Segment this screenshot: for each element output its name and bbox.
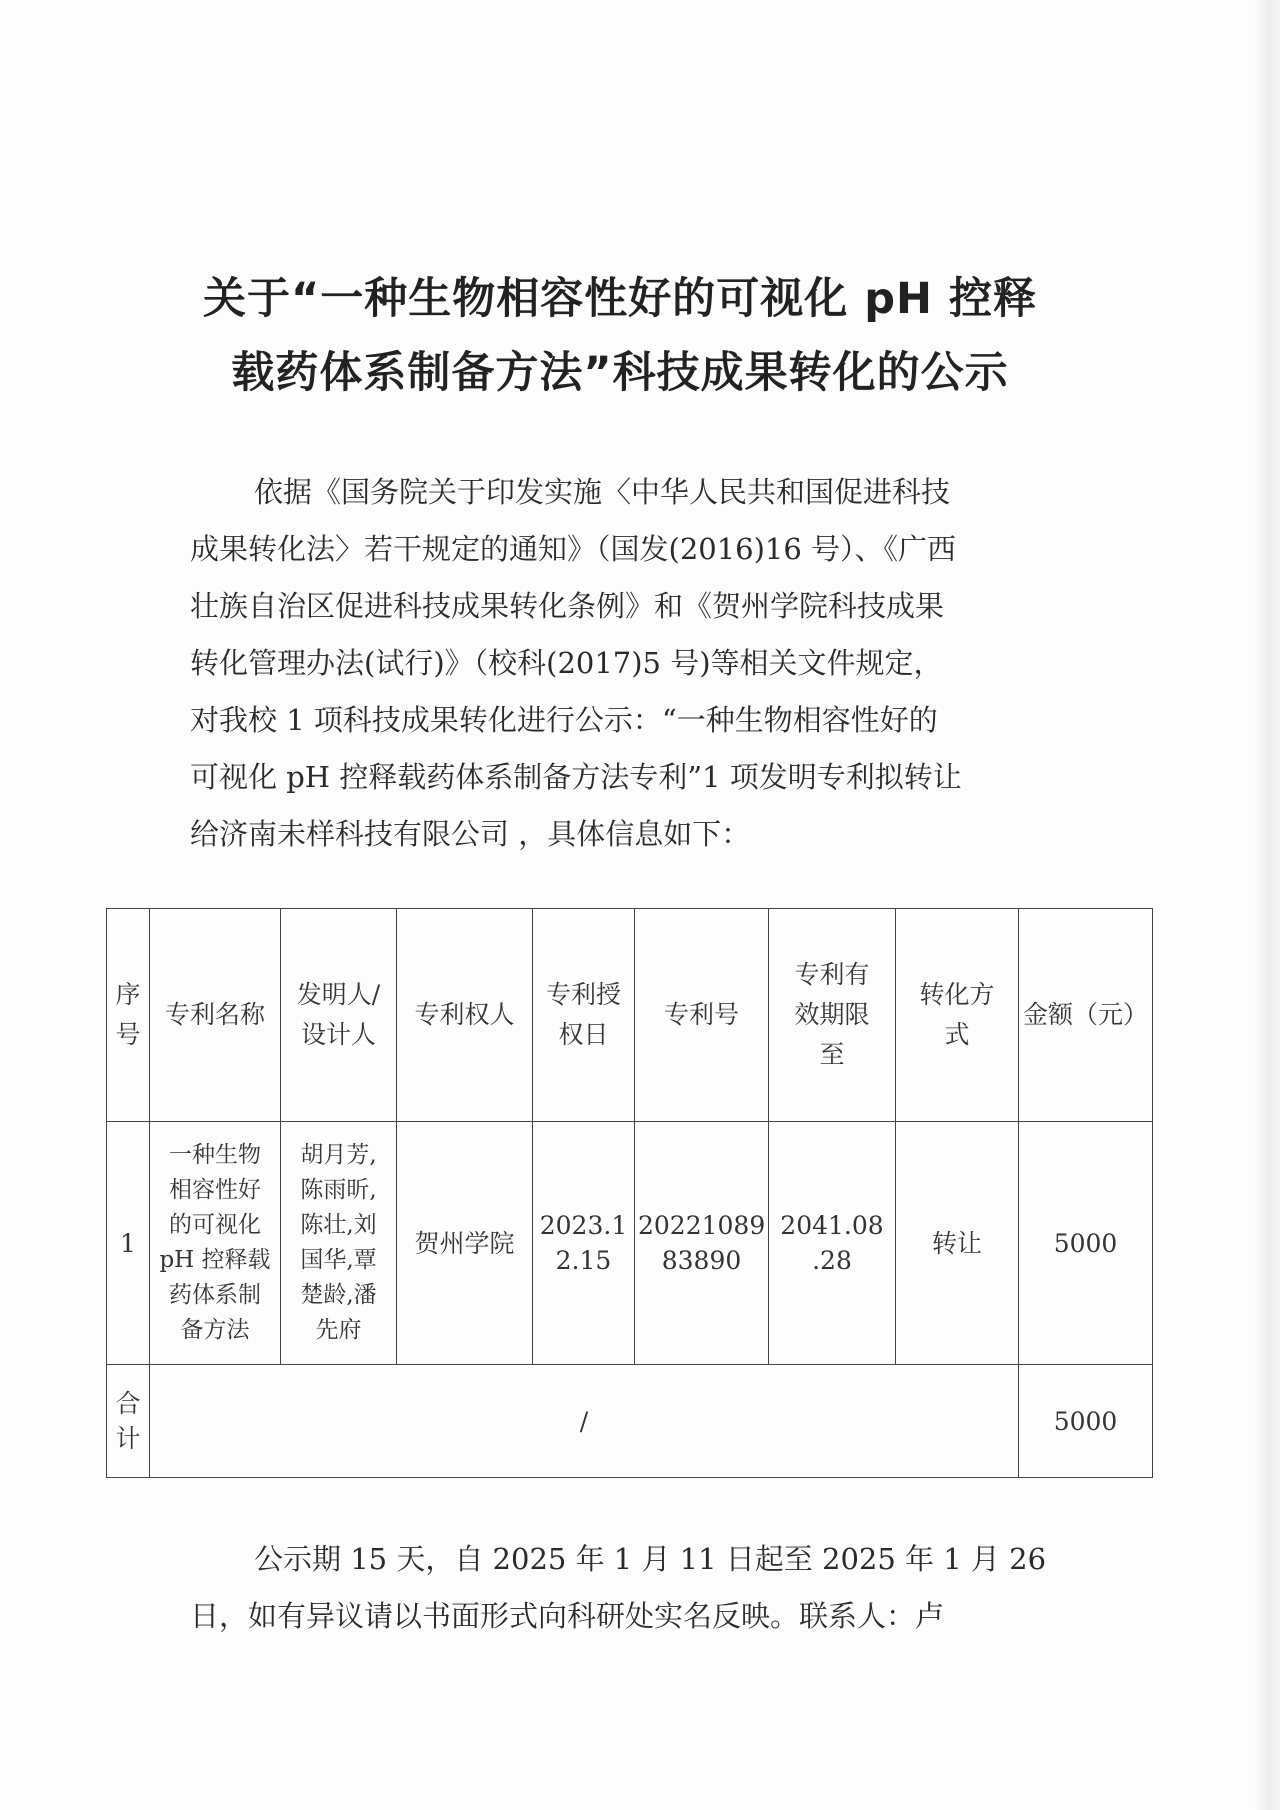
patent-table — [106, 908, 1153, 1478]
intro-paragraph — [190, 464, 1080, 863]
cell-holder: 贺州学院 — [397, 1122, 533, 1365]
cell-total-amount: 5000 — [1019, 1365, 1153, 1478]
page-edge-shadow — [1254, 0, 1280, 1810]
cell-grant-date: 2023.1 2.15 — [533, 1122, 635, 1365]
header-seq: 序 号 — [107, 909, 150, 1122]
cell-total-middle: / — [150, 1365, 1019, 1478]
header-patent-name: 专利名称 — [150, 909, 281, 1122]
intro-line: 壮族自治区促进科技成果转化条例》和《贺州学院科技成果 — [190, 589, 945, 623]
intro-line: 成果转化法〉若干规定的通知》（国发(2016)16 号）、《广西 — [190, 532, 957, 566]
header-method: 转化方 式 — [896, 909, 1019, 1122]
intro-line: 给济南未样科技有限公司 ，具体信息如下： — [190, 817, 751, 851]
header-patent-number: 专利号 — [635, 909, 769, 1122]
cell-amount: 5000 — [1019, 1122, 1153, 1365]
intro-line: 依据《国务院关于印发实施〈中华人民共和国促进科技 — [254, 475, 951, 509]
cell-patent-name: 一种生物 相容性好 的可视化 pH 控释载 药体系制 备方法 — [150, 1122, 281, 1365]
document-title — [150, 262, 1090, 410]
closing-line: 公示期 15 天，自 2025 年 1 月 11 日起至 2025 年 1 月 26 — [254, 1542, 1047, 1576]
header-amount: 金额（元） — [1019, 909, 1153, 1122]
closing-paragraph — [190, 1531, 1080, 1645]
title-line-2: 载药体系制备方法”科技成果转化的公示 — [231, 348, 1009, 398]
cell-method: 转让 — [896, 1122, 1019, 1365]
intro-line: 可视化 pH 控释载药体系制备方法专利”1 项发明专利拟转让 — [190, 760, 962, 794]
intro-line: 对我校 1 项科技成果转化进行公示：“一种生物相容性好的 — [190, 703, 938, 737]
intro-line: 转化管理办法(试行)》（校科(2017)5 号)等相关文件规定， — [190, 646, 943, 680]
header-inventor: 发明人/ 设计人 — [281, 909, 397, 1122]
table-total-row — [107, 1365, 1153, 1478]
cell-validity: 2041.08 .28 — [769, 1122, 896, 1365]
title-line-1: 关于“一种生物相容性好的可视化 pH 控释 — [203, 274, 1037, 324]
cell-patent-number: 20221089 83890 — [635, 1122, 769, 1365]
cell-seq: 1 — [107, 1122, 150, 1365]
closing-line: 日，如有异议请以书面形式向科研处实名反映。联系人：卢 — [190, 1599, 945, 1633]
table-row — [107, 1122, 1153, 1365]
header-validity: 专利有 效期限 至 — [769, 909, 896, 1122]
cell-total-label: 合 计 — [107, 1365, 150, 1478]
header-holder: 专利权人 — [397, 909, 533, 1122]
table-header-row — [107, 909, 1153, 1122]
cell-inventor: 胡月芳, 陈雨昕, 陈壮,刘 国华,覃 楚龄,潘 先府 — [281, 1122, 397, 1365]
header-grant-date: 专利授 权日 — [533, 909, 635, 1122]
